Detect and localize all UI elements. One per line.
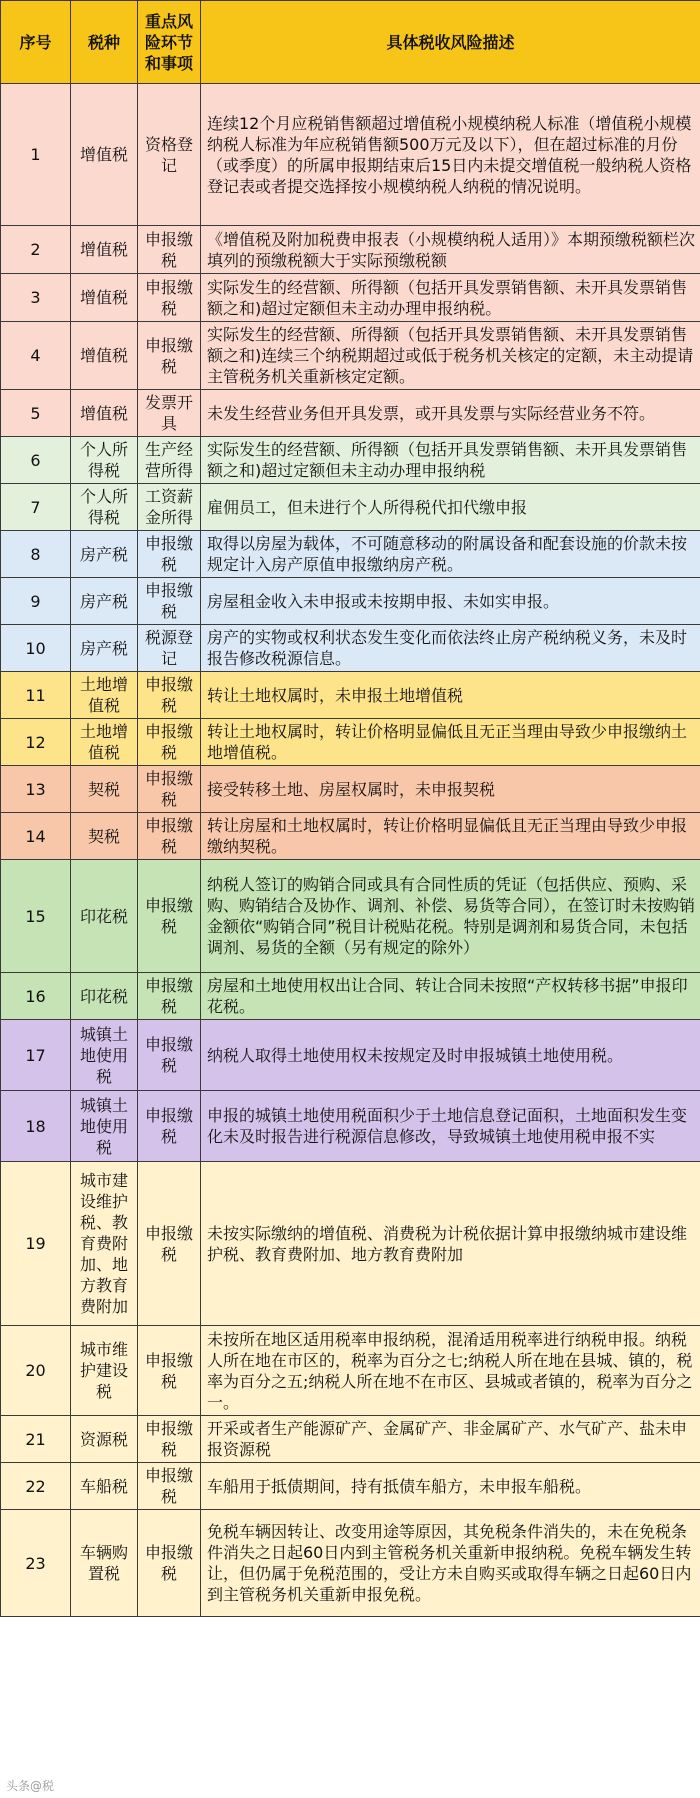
risk-item-cell: 申报缴税 bbox=[138, 766, 201, 813]
row-number: 6 bbox=[1, 437, 71, 484]
tax-type-cell: 土地增值税 bbox=[71, 672, 138, 719]
description-cell: 转让土地权属时，转让价格明显偏低且无正当理由导致少申报缴纳土地增值税。 bbox=[201, 719, 700, 766]
description-cell: 接受转移土地、房屋权属时，未申报契税 bbox=[201, 766, 700, 813]
row-number: 15 bbox=[1, 860, 71, 973]
description-cell: 《增值税及附加税费申报表（小规模纳税人适用）》本期预缴税额栏次填列的预缴税额大于实际预缴税额 bbox=[201, 226, 700, 274]
tax-type-cell: 增值税 bbox=[71, 390, 138, 437]
row-number: 14 bbox=[1, 813, 71, 860]
table-row bbox=[1, 322, 700, 390]
header-risk-item: 重点风险环节和事项 bbox=[138, 1, 201, 84]
risk-item-cell: 发票开具 bbox=[138, 390, 201, 437]
header-number: 序号 bbox=[1, 1, 71, 84]
risk-item-cell: 税源登记 bbox=[138, 625, 201, 672]
row-number: 7 bbox=[1, 484, 71, 531]
description-cell: 开采或者生产能源矿产、金属矿产、非金属矿产、水气矿产、盐未申报资源税 bbox=[201, 1416, 700, 1463]
description-cell: 纳税人取得土地使用权未按规定及时申报城镇土地使用税。 bbox=[201, 1020, 700, 1091]
risk-item-cell: 申报缴税 bbox=[138, 1326, 201, 1416]
tax-type-cell: 房产税 bbox=[71, 531, 138, 578]
table-row bbox=[1, 484, 700, 531]
row-number: 17 bbox=[1, 1020, 71, 1091]
description-cell: 纳税人签订的购销合同或具有合同性质的凭证（包括供应、预购、采购、购销结合及协作、调剂、补偿、易货等合同），在签订时未按购销金额依“购销合同”税目计税贴花税。特别是调剂和易货合同，未包括调剂、易货的全额（另有规定的除外） bbox=[201, 860, 700, 973]
risk-item-cell: 申报缴税 bbox=[138, 531, 201, 578]
table-row bbox=[1, 973, 700, 1020]
tax-type-cell: 印花税 bbox=[71, 973, 138, 1020]
tax-type-cell: 城镇土地使用税 bbox=[71, 1091, 138, 1162]
table-row bbox=[1, 578, 700, 625]
row-number: 4 bbox=[1, 322, 71, 390]
tax-type-cell: 增值税 bbox=[71, 274, 138, 322]
row-number: 8 bbox=[1, 531, 71, 578]
description-cell: 未按所在地区适用税率申报纳税，混淆适用税率进行纳税申报。纳税人所在地在市区的，税率为百分之七;纳税人所在地在县城、镇的，税率为百分之五;纳税人所在地不在市区、县城或者镇的，税率为百分之一。 bbox=[201, 1326, 700, 1416]
table-row bbox=[1, 390, 700, 437]
risk-item-cell: 申报缴税 bbox=[138, 1020, 201, 1091]
tax-type-cell: 个人所得税 bbox=[71, 437, 138, 484]
row-number: 19 bbox=[1, 1162, 71, 1326]
tax-type-cell: 房产税 bbox=[71, 625, 138, 672]
risk-item-cell: 工资薪金所得 bbox=[138, 484, 201, 531]
tax-type-cell: 增值税 bbox=[71, 322, 138, 390]
table-row bbox=[1, 1326, 700, 1416]
watermark-text: 头条@税 bbox=[6, 1779, 55, 1793]
description-cell: 实际发生的经营额、所得额（包括开具发票销售额、未开具发票销售额之和)连续三个纳税期超过或低于税务机关核定的定额，未主动提请主管税务机关重新核定定额。 bbox=[201, 322, 700, 390]
table-row bbox=[1, 1091, 700, 1162]
risk-item-cell: 申报缴税 bbox=[138, 813, 201, 860]
row-number: 16 bbox=[1, 973, 71, 1020]
row-number: 12 bbox=[1, 719, 71, 766]
row-number: 1 bbox=[1, 84, 71, 226]
tax-type-cell: 城市维护建设税 bbox=[71, 1326, 138, 1416]
tax-type-cell: 契税 bbox=[71, 813, 138, 860]
description-cell: 车船用于抵债期间，持有抵债车船方，未申报车船税。 bbox=[201, 1463, 700, 1510]
risk-item-cell: 申报缴税 bbox=[138, 322, 201, 390]
row-number: 21 bbox=[1, 1416, 71, 1463]
row-number: 20 bbox=[1, 1326, 71, 1416]
description-cell: 申报的城镇土地使用税面积少于土地信息登记面积，土地面积发生变化未及时报告进行税源信息修改，导致城镇土地使用税申报不实 bbox=[201, 1091, 700, 1162]
risk-item-cell: 资格登记 bbox=[138, 84, 201, 226]
risk-item-cell: 申报缴税 bbox=[138, 1162, 201, 1326]
tax-type-cell: 房产税 bbox=[71, 578, 138, 625]
row-number: 23 bbox=[1, 1510, 71, 1617]
tax-type-cell: 土地增值税 bbox=[71, 719, 138, 766]
table-row bbox=[1, 1162, 700, 1326]
table-row bbox=[1, 625, 700, 672]
tax-type-cell: 资源税 bbox=[71, 1416, 138, 1463]
description-cell: 未按实际缴纳的增值税、消费税为计税依据计算申报缴纳城市建设维护税、教育费附加、地方教育费附加 bbox=[201, 1162, 700, 1326]
table-row bbox=[1, 274, 700, 322]
table-header-row bbox=[1, 1, 700, 84]
description-cell: 实际发生的经营额、所得额（包括开具发票销售额、未开具发票销售额之和)超过定额但未主动办理申报纳税。 bbox=[201, 274, 700, 322]
table-row bbox=[1, 1463, 700, 1510]
table-row bbox=[1, 813, 700, 860]
risk-item-cell: 申报缴税 bbox=[138, 1510, 201, 1617]
tax-type-cell: 城镇土地使用税 bbox=[71, 1020, 138, 1091]
table-row bbox=[1, 437, 700, 484]
table-row bbox=[1, 1510, 700, 1617]
risk-item-cell: 申报缴税 bbox=[138, 672, 201, 719]
description-cell: 房屋和土地使用权出让合同、转让合同未按照“产权转移书据”申报印花税。 bbox=[201, 973, 700, 1020]
table-row bbox=[1, 1020, 700, 1091]
risk-item-cell: 申报缴税 bbox=[138, 973, 201, 1020]
table-row bbox=[1, 84, 700, 226]
table-row bbox=[1, 860, 700, 973]
row-number: 5 bbox=[1, 390, 71, 437]
row-number: 18 bbox=[1, 1091, 71, 1162]
description-cell: 免税车辆因转让、改变用途等原因，其免税条件消失的，未在免税条件消失之日起60日内到主管税务机关重新申报纳税。免税车辆发生转让，但仍属于免税范围的，受让方未自购买或取得车辆之日起60日内到主管税务机关重新申报免税。 bbox=[201, 1510, 700, 1617]
description-cell: 房屋租金收入未申报或未按期申报、未如实申报。 bbox=[201, 578, 700, 625]
risk-item-cell: 申报缴税 bbox=[138, 860, 201, 973]
row-number: 2 bbox=[1, 226, 71, 274]
risk-item-cell: 生产经营所得 bbox=[138, 437, 201, 484]
table-row bbox=[1, 719, 700, 766]
description-cell: 连续12个月应税销售额超过增值税小规模纳税人标准（增值税小规模纳税人标准为年应税销售额500万元及以下），但在超过标准的月份（或季度）的所属申报期结束后15日内未提交增值税一般纳税人资格登记表或者提交选择按小规模纳税人纳税的情况说明。 bbox=[201, 84, 700, 226]
risk-item-cell: 申报缴税 bbox=[138, 719, 201, 766]
row-number: 3 bbox=[1, 274, 71, 322]
tax-type-cell: 城市建设维护税、教育费附加、地方教育费附加 bbox=[71, 1162, 138, 1326]
risk-item-cell: 申报缴税 bbox=[138, 578, 201, 625]
description-cell: 转让房屋和土地权属时，转让价格明显偏低且无正当理由导致少申报缴纳契税。 bbox=[201, 813, 700, 860]
description-cell: 未发生经营业务但开具发票，或开具发票与实际经营业务不符。 bbox=[201, 390, 700, 437]
row-number: 10 bbox=[1, 625, 71, 672]
description-cell: 实际发生的经营额、所得额（包括开具发票销售额、未开具发票销售额之和)超过定额但未主动办理申报纳税 bbox=[201, 437, 700, 484]
table-body bbox=[1, 84, 700, 1617]
tax-type-cell: 增值税 bbox=[71, 84, 138, 226]
risk-item-cell: 申报缴税 bbox=[138, 1416, 201, 1463]
header-tax-type: 税种 bbox=[71, 1, 138, 84]
table-row bbox=[1, 531, 700, 578]
row-number: 13 bbox=[1, 766, 71, 813]
header-description: 具体税收风险描述 bbox=[201, 1, 700, 84]
tax-type-cell: 车船税 bbox=[71, 1463, 138, 1510]
tax-type-cell: 印花税 bbox=[71, 860, 138, 973]
risk-item-cell: 申报缴税 bbox=[138, 226, 201, 274]
row-number: 9 bbox=[1, 578, 71, 625]
tax-type-cell: 增值税 bbox=[71, 226, 138, 274]
table-row bbox=[1, 672, 700, 719]
risk-item-cell: 申报缴税 bbox=[138, 274, 201, 322]
description-cell: 房产的实物或权利状态发生变化而依法终止房产税纳税义务，未及时报告修改税源信息。 bbox=[201, 625, 700, 672]
row-number: 22 bbox=[1, 1463, 71, 1510]
tax-type-cell: 车辆购置税 bbox=[71, 1510, 138, 1617]
tax-type-cell: 契税 bbox=[71, 766, 138, 813]
row-number: 11 bbox=[1, 672, 71, 719]
description-cell: 取得以房屋为载体，不可随意移动的附属设备和配套设施的价款未按规定计入房产原值申报缴纳房产税。 bbox=[201, 531, 700, 578]
risk-item-cell: 申报缴税 bbox=[138, 1463, 201, 1510]
risk-item-cell: 申报缴税 bbox=[138, 1091, 201, 1162]
tax-type-cell: 个人所得税 bbox=[71, 484, 138, 531]
description-cell: 转让土地权属时，未申报土地增值税 bbox=[201, 672, 700, 719]
description-cell: 雇佣员工，但未进行个人所得税代扣代缴申报 bbox=[201, 484, 700, 531]
table-row bbox=[1, 1416, 700, 1463]
table-row bbox=[1, 226, 700, 274]
table-row bbox=[1, 766, 700, 813]
